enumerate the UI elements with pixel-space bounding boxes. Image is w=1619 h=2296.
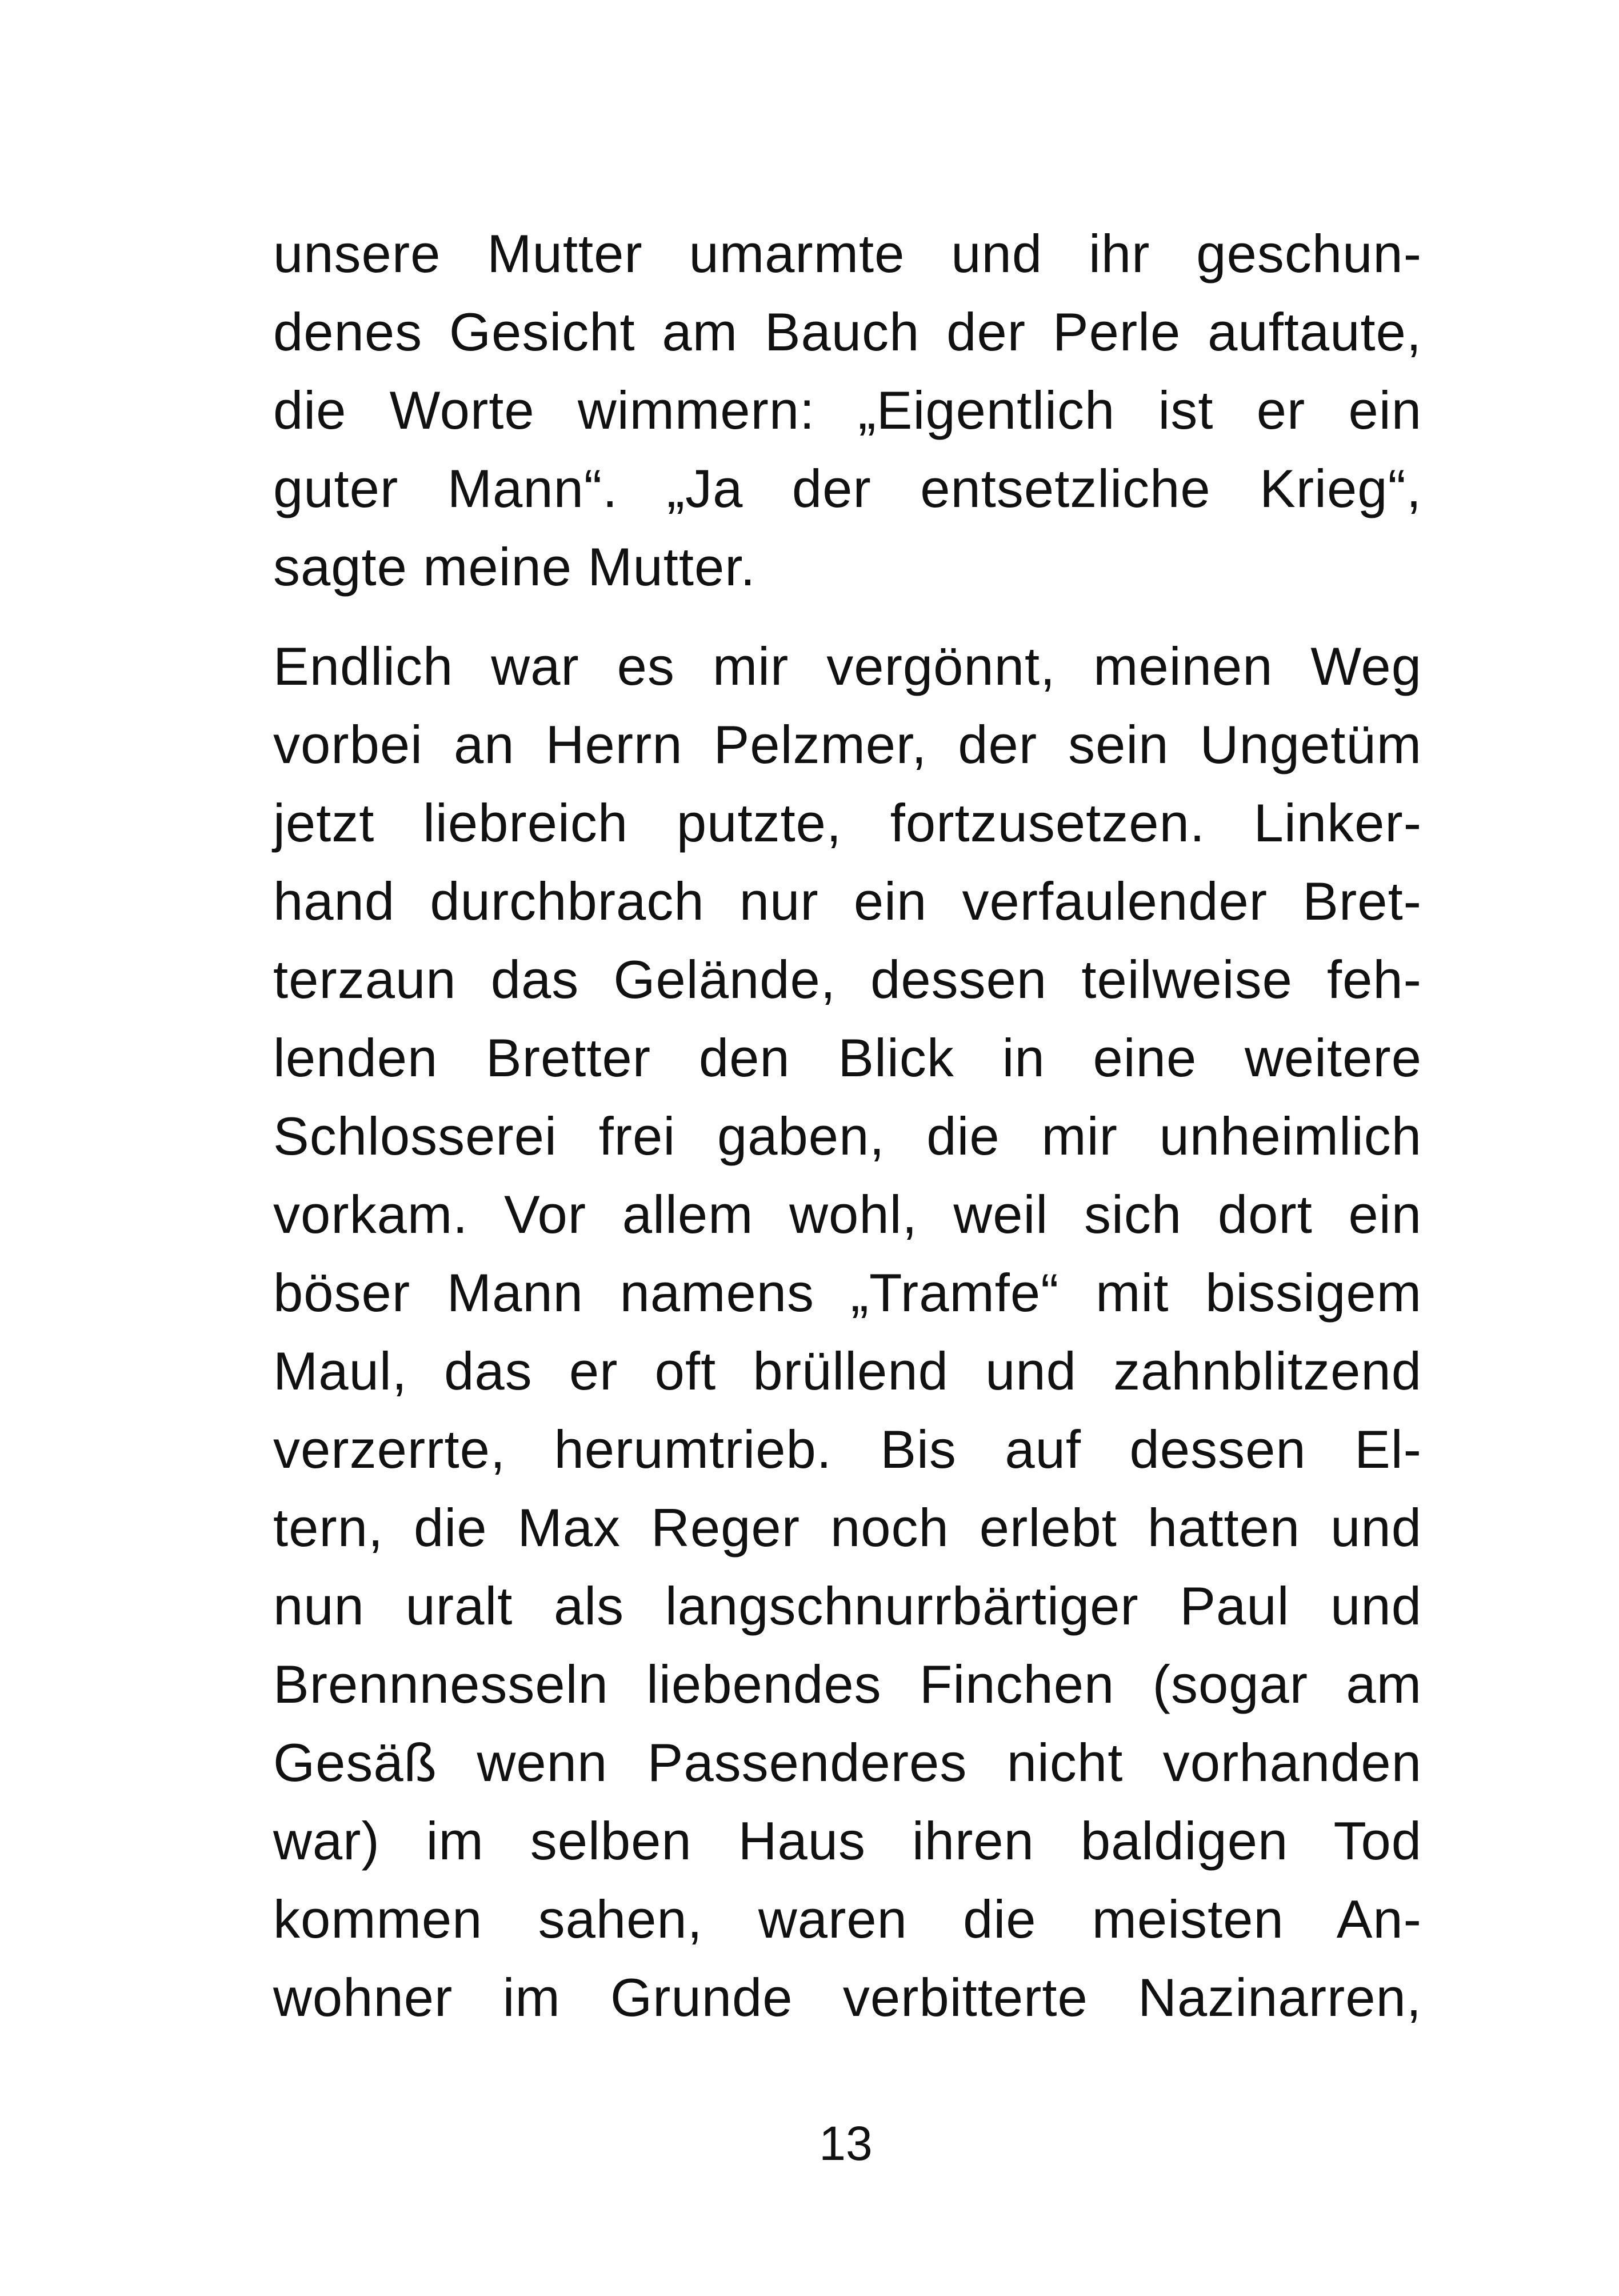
text-line: kommen sahen, waren die meisten An- bbox=[273, 1889, 1422, 1949]
page-number: 13 bbox=[819, 2117, 873, 2170]
text-line: böser Mann namens „Tramfe“ mit bissigem bbox=[273, 1263, 1422, 1323]
text-line: Gesäß wenn Passenderes nicht vorhanden bbox=[273, 1732, 1422, 1792]
paragraph-gap bbox=[273, 606, 1422, 627]
text-line: lenden Bretter den Blick in eine weitere bbox=[273, 1028, 1422, 1088]
text-line: nun uralt als langschnurrbärtiger Paul und bbox=[273, 1576, 1422, 1636]
paragraph-2 bbox=[273, 627, 1422, 2037]
text-line: Endlich war es mir vergönnt, meinen Weg bbox=[273, 636, 1422, 696]
text-line: vorkam. Vor allem wohl, weil sich dort ein bbox=[273, 1184, 1422, 1244]
body-text bbox=[273, 214, 1422, 2037]
text-line: vorbei an Herrn Pelzmer, der sein Ungetüm bbox=[273, 714, 1422, 774]
text-line: war) im selben Haus ihren baldigen Tod bbox=[273, 1811, 1422, 1871]
text-line: Schlosserei frei gaben, die mir unheimlich bbox=[273, 1106, 1422, 1166]
text-line: terzaun das Gelände, dessen teilweise feh- bbox=[273, 949, 1422, 1009]
text-line: Maul, das er oft brüllend und zahnblitzend bbox=[273, 1341, 1422, 1401]
paragraph-1 bbox=[273, 214, 1422, 606]
text-line: guter Mann“. „Ja der entsetzliche Krieg“, bbox=[273, 458, 1422, 518]
text-line: die Worte wimmern: „Eigentlich ist er ein bbox=[273, 380, 1422, 440]
text-line: denes Gesicht am Bauch der Perle auftaute, bbox=[273, 302, 1422, 362]
text-line: tern, die Max Reger noch erlebt hatten und bbox=[273, 1498, 1422, 1558]
text-line: verzerrte, herumtrieb. Bis auf dessen El- bbox=[273, 1419, 1422, 1479]
text-line: jetzt liebreich putzte, fortzusetzen. Linker- bbox=[273, 793, 1422, 853]
text-line: wohner im Grunde verbitterte Nazinarren, bbox=[273, 1967, 1422, 2027]
text-line: Brennnesseln liebendes Finchen (sogar am bbox=[273, 1654, 1422, 1714]
text-line: sagte meine Mutter. bbox=[273, 537, 756, 597]
text-line: unsere Mutter umarmte und ihr geschun- bbox=[273, 223, 1422, 283]
text-line: hand durchbrach nur ein verfaulender Bret- bbox=[273, 871, 1422, 931]
